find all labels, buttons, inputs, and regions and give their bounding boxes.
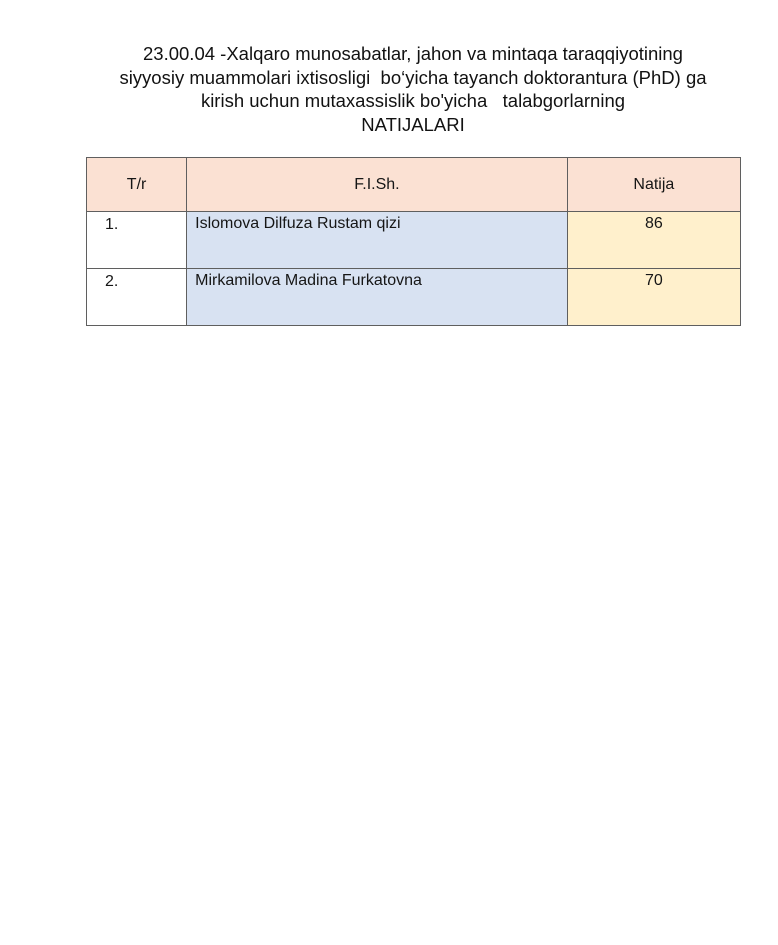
table-row	[87, 212, 741, 269]
result-cell: 70	[567, 269, 740, 326]
column-header-result: Natija	[567, 158, 740, 212]
results-table-header	[87, 158, 741, 212]
title-line-2: siyyosiy muammolari ixtisosligi bo‘yicha tayanch doktorantura (PhD) ga	[119, 66, 707, 88]
title-line-1: 23.00.04 -Xalqaro munosabatlar, jahon va mintaqa taraqqiyotining	[143, 43, 683, 64]
title-line-3: kirish uchun mutaxassislik bo'yicha talabgorlarning	[200, 90, 626, 111]
row-number-cell: 2.	[87, 269, 187, 326]
row-number-cell: 1.	[87, 212, 187, 269]
column-header-number: T/r	[87, 158, 187, 212]
results-table-body	[87, 212, 741, 326]
results-table	[86, 157, 741, 326]
full-name-cell: Mirkamilova Madina Furkatovna	[187, 269, 568, 326]
table-row	[87, 269, 741, 326]
column-header-full-name: F.I.Sh.	[187, 158, 568, 212]
full-name-cell: Islomova Dilfuza Rustam qizi	[187, 212, 568, 269]
document-title	[60, 42, 766, 136]
title-line-4: NATIJALARI	[361, 113, 465, 135]
result-cell: 86	[567, 212, 740, 269]
header-row	[87, 158, 741, 212]
